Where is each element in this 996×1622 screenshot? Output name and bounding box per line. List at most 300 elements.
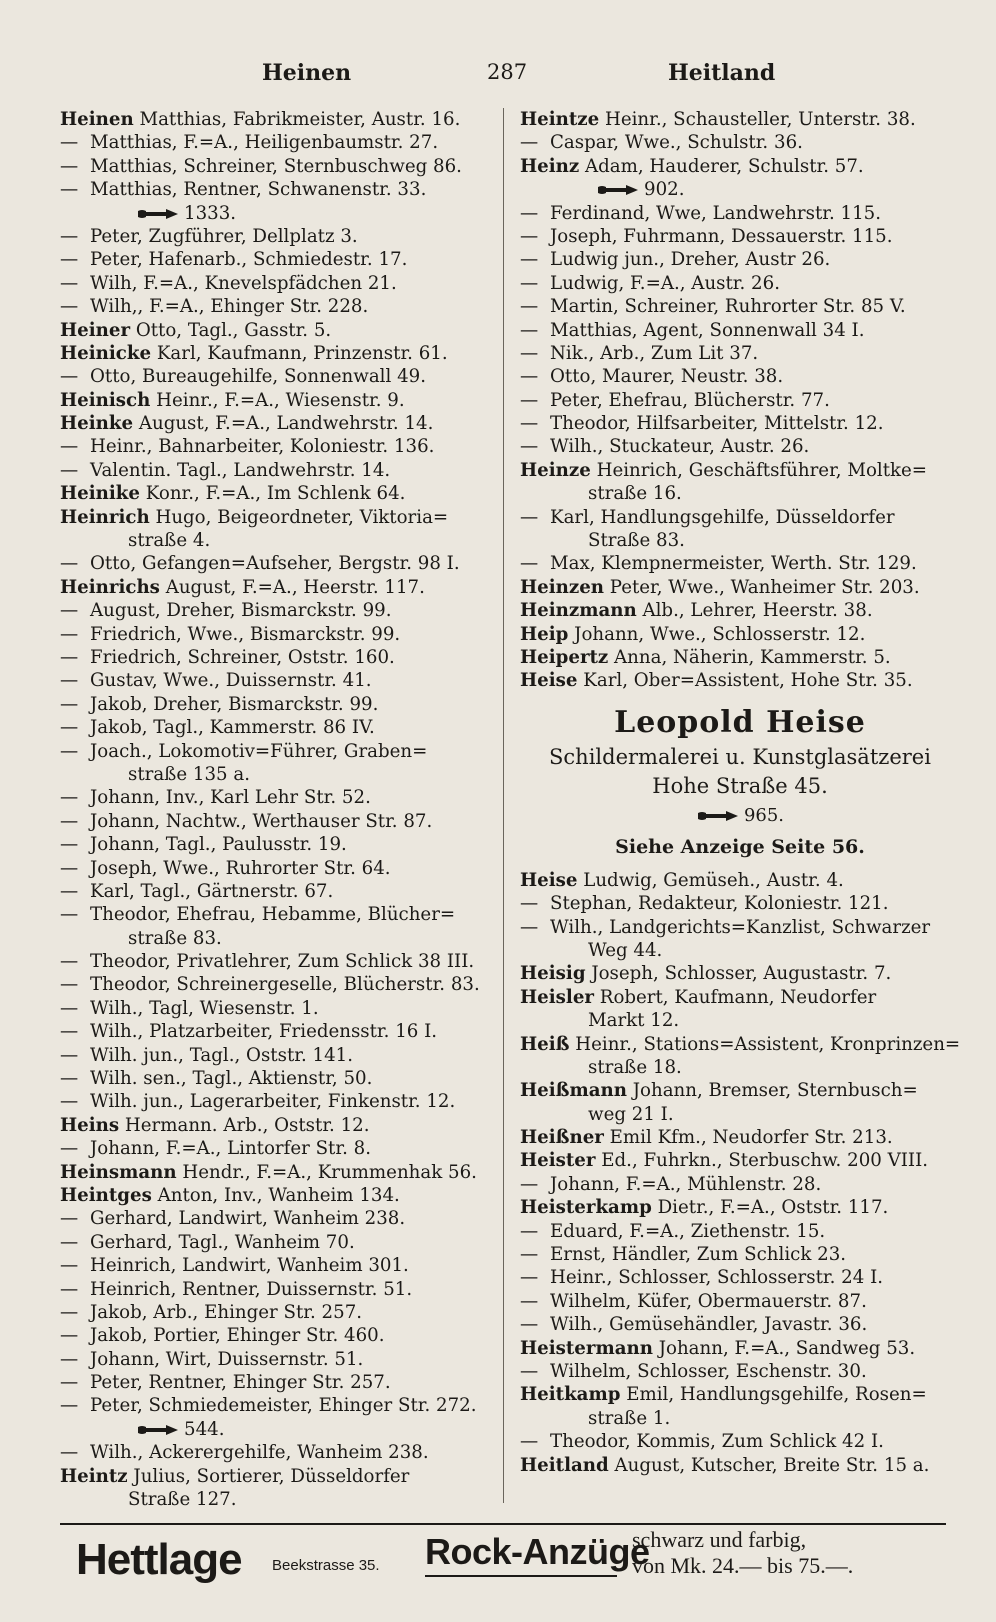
repeat-dash: —	[520, 296, 539, 318]
entry-text: Heinr., Schausteller, Unterstr. 38.	[599, 109, 916, 130]
directory-entry	[60, 1184, 500, 1207]
repeat-dash: —	[60, 179, 79, 201]
directory-entry	[520, 939, 960, 962]
entry-text: Heinr., Bahnarbeiter, Koloniestr. 136.	[90, 436, 435, 458]
repeat-dash: —	[520, 132, 539, 154]
left-column	[60, 108, 500, 1511]
entry-text: Karl, Tagl., Gärtnerstr. 67.	[90, 880, 334, 902]
entry-text: Otto, Bureaugehilfe, Sonnenwall 49.	[90, 366, 427, 388]
repeat-dash: —	[520, 1267, 539, 1289]
entry-text: Karl, Handlungsgehilfe, Düsseldorfer	[550, 506, 895, 528]
entry-text: Dietr., F.=A., Oststr. 117.	[651, 1197, 889, 1219]
directory-entry	[60, 857, 500, 880]
directory-entry	[520, 1126, 960, 1149]
entry-text: Peter, Rentner, Ehinger Str. 257.	[90, 1372, 391, 1394]
directory-entry	[60, 1114, 500, 1137]
entry-text: Wilh. jun., Tagl., Oststr. 141.	[90, 1044, 354, 1066]
ad-title: Leopold Heise	[614, 704, 866, 740]
directory-entry	[60, 529, 500, 552]
entry-text: Johann, Wirt, Duissernstr. 51.	[90, 1348, 364, 1370]
entry-text: Julius, Sortierer, Düsseldorfer	[127, 1465, 410, 1487]
repeat-dash: —	[60, 1325, 79, 1347]
repeat-dash: —	[60, 623, 79, 645]
entry-text: Matthias, Rentner, Schwanenstr. 33.	[90, 179, 427, 201]
directory-entry	[520, 1290, 960, 1313]
surname: Heinz	[520, 155, 580, 177]
surname: Heinzmann	[520, 600, 637, 622]
directory-entry	[520, 202, 960, 225]
entry-text: Theodor, Ehefrau, Hebamme, Blücher=	[90, 904, 456, 926]
directory-entry	[520, 1407, 960, 1430]
repeat-dash: —	[60, 1231, 79, 1253]
repeat-dash: —	[520, 553, 539, 575]
surname: Heistermann	[520, 1337, 653, 1359]
surname: Heinke	[60, 413, 134, 435]
repeat-dash: —	[60, 436, 79, 458]
footer-advertisement	[60, 1523, 946, 1595]
repeat-dash: —	[60, 1138, 79, 1160]
repeat-dash: —	[60, 1348, 79, 1370]
repeat-dash: —	[60, 1068, 79, 1090]
repeat-dash: —	[60, 951, 79, 973]
surname: Heinrich	[60, 506, 150, 528]
directory-entry	[520, 623, 960, 646]
directory-entry	[60, 435, 500, 458]
repeat-dash: —	[520, 366, 539, 388]
entry-text: Wilhelm, Küfer, Obermauerstr. 87.	[550, 1290, 867, 1312]
entry-text: Wilh., Platzarbeiter, Friedensstr. 16 I.	[90, 1021, 438, 1043]
entry-text: Straße 127.	[128, 1489, 237, 1511]
repeat-dash: —	[60, 272, 79, 294]
column-divider	[503, 108, 504, 1503]
entry-text: Alb., Lehrer, Heerstr. 38.	[636, 600, 873, 622]
repeat-dash: —	[60, 1395, 79, 1417]
directory-entry	[60, 225, 500, 248]
surname: Heintges	[60, 1184, 152, 1206]
entry-text: Johann, Inv., Karl Lehr Str. 52.	[90, 787, 371, 809]
entry-text: straße 83.	[128, 927, 222, 949]
entry-text: 1333.	[184, 202, 237, 224]
directory-entry	[520, 459, 960, 482]
directory-entry	[60, 763, 500, 786]
telephone-entry	[60, 1418, 500, 1441]
entry-text: Wilhelm, Schlosser, Eschenstr. 30.	[550, 1360, 867, 1382]
repeat-dash: —	[60, 693, 79, 715]
surname: Heitland	[520, 1454, 609, 1476]
directory-entry	[520, 389, 960, 412]
directory-entry	[60, 1020, 500, 1043]
surname: Heintz	[60, 1465, 128, 1487]
directory-entry	[520, 599, 960, 622]
repeat-dash: —	[60, 132, 79, 154]
footer-company: Hettlage	[76, 1535, 242, 1584]
entry-text: Max, Klempnermeister, Werth. Str. 129.	[550, 553, 917, 575]
directory-entry	[60, 599, 500, 622]
directory-entry	[520, 552, 960, 575]
directory-entry	[520, 1360, 960, 1383]
entry-text: Ludwig jun., Dreher, Austr 26.	[550, 249, 831, 271]
repeat-dash: —	[520, 1314, 539, 1336]
directory-entry	[60, 1441, 500, 1464]
entry-text: Theodor, Hilfsarbeiter, Mittelstr. 12.	[550, 413, 884, 435]
surname: Heip	[520, 623, 569, 645]
entry-text: Matthias, Agent, Sonnenwall 34 I.	[550, 319, 865, 341]
entry-text: Wilh. sen., Tagl., Aktienstr, 50.	[90, 1068, 373, 1090]
surname: Heipertz	[520, 646, 609, 668]
directory-entry	[520, 131, 960, 154]
repeat-dash: —	[520, 1220, 539, 1242]
repeat-dash: —	[60, 646, 79, 668]
repeat-dash: —	[520, 436, 539, 458]
repeat-dash: —	[60, 810, 79, 832]
surname: Heinen	[60, 109, 134, 130]
directory-entry	[60, 319, 500, 342]
repeat-dash: —	[60, 1442, 79, 1464]
entry-text: straße 18.	[588, 1056, 682, 1078]
repeat-dash: —	[60, 296, 79, 318]
repeat-dash: —	[520, 893, 539, 915]
entry-text: Matthias, Schreiner, Sternbuschweg 86.	[90, 155, 462, 177]
directory-entry	[60, 646, 500, 669]
entry-text: Theodor, Schreinergeselle, Blücherstr. 83.	[90, 974, 480, 996]
directory-entry	[60, 295, 500, 318]
entry-text: Wilh., Stuckateur, Austr. 26.	[550, 436, 810, 458]
surname: Heise	[520, 670, 578, 692]
entry-text: Peter, Wwe., Wanheimer Str. 203.	[604, 576, 920, 598]
directory-entry	[60, 903, 500, 926]
entry-text: Wilh. jun., Lagerarbeiter, Finkenstr. 12.	[90, 1091, 456, 1113]
repeat-dash: —	[60, 1278, 79, 1300]
surname: Heinike	[60, 483, 140, 505]
repeat-dash: —	[520, 916, 539, 938]
entry-text: Gustav, Wwe., Duissernstr. 41.	[90, 670, 372, 692]
entry-text: Karl, Ober=Assistent, Hohe Str. 35.	[577, 670, 913, 692]
repeat-dash: —	[60, 155, 79, 177]
entry-text: August, Kutscher, Breite Str. 15 a.	[608, 1454, 930, 1476]
directory-entry	[520, 869, 960, 892]
entry-text: Johann, F.=A., Sandweg 53.	[652, 1337, 916, 1359]
repeat-dash: —	[60, 717, 79, 739]
directory-entry	[60, 389, 500, 412]
entry-text: Straße 83.	[588, 530, 685, 552]
repeat-dash: —	[60, 249, 79, 271]
entry-text: Konr., F.=A., Im Schlenk 64.	[139, 483, 406, 505]
directory-entry	[520, 962, 960, 985]
directory-entry	[60, 1161, 500, 1184]
directory-entry	[60, 623, 500, 646]
entry-text: Valentin. Tagl., Landwehrstr. 14.	[90, 459, 391, 481]
entry-text: Johann, Nachtw., Werthauser Str. 87.	[90, 810, 433, 832]
surname: Heinzen	[520, 576, 605, 598]
directory-entry	[520, 295, 960, 318]
entry-text: Heinr., Schlosser, Schlosserstr. 24 I.	[550, 1267, 884, 1289]
directory-entry	[60, 552, 500, 575]
directory-entry	[520, 108, 960, 131]
surname: Heister	[520, 1150, 596, 1172]
directory-entry	[520, 1266, 960, 1289]
surname: Heitkamp	[520, 1384, 621, 1406]
directory-entry	[520, 646, 960, 669]
ad-phone	[520, 801, 960, 831]
entry-text: Joach., Lokomotiv=Führer, Graben=	[90, 740, 428, 762]
repeat-dash: —	[520, 1431, 539, 1453]
surname: Heisterkamp	[520, 1197, 652, 1219]
entry-text: Anton, Inv., Wanheim 134.	[151, 1184, 400, 1206]
directory-entry	[520, 1149, 960, 1172]
entry-text: Theodor, Privatlehrer, Zum Schlick 38 III.	[90, 951, 475, 973]
entry-text: August, Dreher, Bismarckstr. 99.	[90, 600, 392, 622]
footer-underline	[425, 1575, 617, 1577]
repeat-dash: —	[520, 249, 539, 271]
footer-prices: von Mk. 24.— bis 75.—.	[632, 1553, 854, 1578]
entry-text: Joseph, Schlosser, Augustastr. 7.	[585, 963, 892, 985]
surname: Heiner	[60, 319, 131, 341]
directory-entry	[60, 155, 500, 178]
directory-entry	[520, 1220, 960, 1243]
directory-entry	[520, 342, 960, 365]
directory-entry	[520, 1430, 960, 1453]
directory-entry	[520, 365, 960, 388]
directory-entry	[60, 248, 500, 271]
entry-text: Heinrich, Landwirt, Wanheim 301.	[90, 1255, 409, 1277]
directory-entry	[60, 1254, 500, 1277]
directory-entry	[60, 1371, 500, 1394]
entry-text: Jakob, Dreher, Bismarckstr. 99.	[90, 693, 379, 715]
entry-text: Otto, Tagl., Gasstr. 5.	[130, 319, 332, 341]
telephone-entry	[520, 178, 960, 201]
directory-entry	[60, 1348, 500, 1371]
repeat-dash: —	[520, 1244, 539, 1266]
directory-entry	[520, 1033, 960, 1056]
directory-entry	[60, 1465, 500, 1488]
directory-entry	[520, 1313, 960, 1336]
entry-text: Peter, Ehefrau, Blücherstr. 77.	[550, 389, 830, 411]
ad-reference: Siehe Anzeige Seite 56.	[615, 835, 865, 858]
entry-text: Wilh,, F.=A., Ehinger Str. 228.	[90, 296, 369, 318]
ad-address: Hohe Straße 45.	[652, 773, 828, 798]
telephone-icon	[696, 809, 740, 823]
directory-entry	[60, 973, 500, 996]
surname: Heisler	[520, 986, 594, 1008]
footer-product: Rock-Anzüge	[425, 1531, 650, 1572]
repeat-dash: —	[60, 553, 79, 575]
repeat-dash: —	[60, 225, 79, 247]
entry-text: Heinr., F.=A., Wiesenstr. 9.	[150, 389, 405, 411]
directory-entry	[60, 272, 500, 295]
entry-text: 544.	[184, 1418, 225, 1440]
entry-text: Stephan, Redakteur, Koloniestr. 121.	[550, 893, 889, 915]
telephone-icon	[136, 1423, 180, 1437]
entry-text: straße 16.	[588, 483, 682, 505]
advertisement-leopold-heise	[520, 693, 960, 869]
entry-text: Hugo, Beigeordneter, Viktoria=	[149, 506, 449, 528]
directory-entry	[60, 693, 500, 716]
repeat-dash: —	[520, 225, 539, 247]
directory-entry	[60, 927, 500, 950]
entry-text: Joseph, Wwe., Ruhrorter Str. 64.	[90, 857, 391, 879]
directory-entry	[60, 1324, 500, 1347]
repeat-dash: —	[520, 1173, 539, 1195]
entry-text: straße 1.	[588, 1407, 671, 1429]
directory-entry	[520, 1079, 960, 1102]
ad-phone-number: 965.	[743, 804, 785, 826]
directory-entry	[60, 131, 500, 154]
entry-text: Peter, Hafenarb., Schmiedestr. 17.	[90, 249, 408, 271]
entry-text: Nik., Arb., Zum Lit 37.	[550, 342, 759, 364]
repeat-dash: —	[520, 319, 539, 341]
directory-entry	[60, 459, 500, 482]
repeat-dash: —	[60, 880, 79, 902]
repeat-dash: —	[60, 904, 79, 926]
entry-text: Wilh., Tagl, Wiesenstr. 1.	[90, 997, 319, 1019]
directory-entry	[60, 950, 500, 973]
directory-entry	[60, 576, 500, 599]
surname: Heinisch	[60, 389, 151, 411]
repeat-dash: —	[60, 834, 79, 856]
directory-entry	[60, 880, 500, 903]
directory-entry	[60, 1090, 500, 1113]
repeat-dash: —	[520, 1290, 539, 1312]
entry-text: Johann, Bremser, Sternbusch=	[626, 1080, 918, 1102]
directory-entry	[520, 1337, 960, 1360]
entry-text: Heinr., Stations=Assistent, Kronprinzen=	[569, 1033, 961, 1055]
repeat-dash: —	[520, 506, 539, 528]
entry-text: Matthias, F.=A., Heiligenbaumstr. 27.	[90, 132, 439, 154]
entry-text: Weg 44.	[588, 939, 663, 961]
repeat-dash: —	[60, 1091, 79, 1113]
telephone-icon	[136, 207, 180, 221]
directory-entry	[520, 272, 960, 295]
entry-text: Ludwig, F.=A., Austr. 26.	[550, 272, 780, 294]
entry-text: Martin, Schreiner, Ruhrorter Str. 85 V.	[550, 296, 906, 318]
directory-entry	[60, 482, 500, 505]
directory-entry	[520, 1056, 960, 1079]
directory-entry	[520, 669, 960, 692]
repeat-dash: —	[520, 1360, 539, 1382]
directory-entry	[520, 248, 960, 271]
directory-entry	[520, 319, 960, 342]
right-column	[520, 108, 960, 1477]
repeat-dash: —	[60, 787, 79, 809]
surname: Heinicke	[60, 342, 152, 364]
repeat-dash: —	[60, 1208, 79, 1230]
entry-text: straße 135 a.	[128, 763, 250, 785]
directory-entry	[520, 1009, 960, 1032]
repeat-dash: —	[60, 740, 79, 762]
directory-entry	[60, 506, 500, 529]
directory-entry	[60, 1067, 500, 1090]
directory-entry	[60, 810, 500, 833]
entry-text: Jakob, Arb., Ehinger Str. 257.	[90, 1301, 363, 1323]
entry-text: Hendr., F.=A., Krummenhak 56.	[176, 1161, 477, 1183]
entry-text: Wilh., Gemüsehändler, Javastr. 36.	[550, 1314, 868, 1336]
entry-text: Heinrich, Geschäftsführer, Moltke=	[590, 459, 928, 481]
repeat-dash: —	[60, 857, 79, 879]
entry-text: Otto, Maurer, Neustr. 38.	[550, 366, 784, 388]
entry-text: Anna, Näherin, Kammerstr. 5.	[608, 646, 891, 668]
entry-text: Ludwig, Gemüseh., Austr. 4.	[577, 869, 844, 891]
surname: Heinrichs	[60, 576, 160, 598]
entry-text: Johann, Wwe., Schlosserstr. 12.	[568, 623, 866, 645]
entry-text: Markt 12.	[588, 1010, 680, 1032]
directory-entry	[60, 412, 500, 435]
entry-text: Jakob, Portier, Ehinger Str. 460.	[90, 1325, 385, 1347]
entry-text: Heinrich, Rentner, Duissernstr. 51.	[90, 1278, 413, 1300]
entry-text: Adam, Hauderer, Schulstr. 57.	[579, 155, 864, 177]
surname: Heißner	[520, 1127, 604, 1149]
entry-text: Caspar, Wwe., Schulstr. 36.	[550, 132, 803, 154]
entry-text: Joseph, Fuhrmann, Dessauerstr. 115.	[550, 225, 893, 247]
surname: Heißmann	[520, 1080, 627, 1102]
directory-entry	[60, 786, 500, 809]
entry-text: Wilh., Landgerichts=Kanzlist, Schwarzer	[550, 916, 931, 938]
directory-entry	[520, 529, 960, 552]
repeat-dash: —	[60, 997, 79, 1019]
ad-trade: Schildermalerei u. Kunstglasätzerei	[549, 744, 931, 769]
directory-entry	[60, 1231, 500, 1254]
directory-entry	[60, 1044, 500, 1067]
directory-entry	[520, 1383, 960, 1406]
repeat-dash: —	[60, 670, 79, 692]
running-head-left: Heinen	[262, 60, 352, 86]
repeat-dash: —	[60, 366, 79, 388]
entry-text: Friedrich, Wwe., Bismarckstr. 99.	[90, 623, 401, 645]
entry-text: Jakob, Tagl., Kammerstr. 86 IV.	[90, 717, 375, 739]
repeat-dash: —	[520, 202, 539, 224]
telephone-entry	[60, 202, 500, 225]
directory-entry	[520, 1173, 960, 1196]
footer-colors: schwarz und farbig,	[632, 1527, 807, 1552]
directory-entry	[520, 892, 960, 915]
entry-text: Peter, Zugführer, Dellplatz 3.	[90, 225, 358, 247]
surname: Heise	[520, 869, 578, 891]
directory-entry	[520, 506, 960, 529]
directory-entry	[60, 1394, 500, 1417]
entry-text: Johann, F.=A., Mühlenstr. 28.	[550, 1173, 822, 1195]
directory-entry	[520, 1196, 960, 1219]
directory-entry	[520, 916, 960, 939]
entry-text: Johann, F.=A., Lintorfer Str. 8.	[90, 1138, 371, 1160]
directory-entry	[520, 576, 960, 599]
entry-text: Theodor, Kommis, Zum Schlick 42 I.	[550, 1431, 884, 1453]
entry-text: Gerhard, Landwirt, Wanheim 238.	[90, 1208, 406, 1230]
entry-text: Emil Kfm., Neudorfer Str. 213.	[603, 1127, 893, 1149]
directory-entry	[60, 1278, 500, 1301]
repeat-dash: —	[60, 1044, 79, 1066]
entry-text: Ferdinand, Wwe, Landwehrstr. 115.	[550, 202, 882, 224]
entry-text: Friedrich, Schreiner, Oststr. 160.	[90, 646, 395, 668]
entry-text: Wilh, F.=A., Knevelspfädchen 21.	[90, 272, 397, 294]
repeat-dash: —	[520, 272, 539, 294]
directory-entry	[60, 669, 500, 692]
directory-entry	[60, 1488, 500, 1511]
directory-entry	[520, 412, 960, 435]
surname: Heisig	[520, 963, 586, 985]
directory-entry	[60, 342, 500, 365]
entry-text: August, F.=A., Heerstr. 117.	[159, 576, 425, 598]
directory-entry	[520, 435, 960, 458]
telephone-icon	[596, 183, 640, 197]
repeat-dash: —	[520, 413, 539, 435]
repeat-dash: —	[60, 1255, 79, 1277]
repeat-dash: —	[60, 1372, 79, 1394]
surname: Heiß	[520, 1033, 570, 1055]
entry-text: Ernst, Händler, Zum Schlick 23.	[550, 1244, 847, 1266]
repeat-dash: —	[60, 459, 79, 481]
directory-entry	[520, 1454, 960, 1477]
directory-entry	[520, 482, 960, 505]
repeat-dash: —	[520, 389, 539, 411]
